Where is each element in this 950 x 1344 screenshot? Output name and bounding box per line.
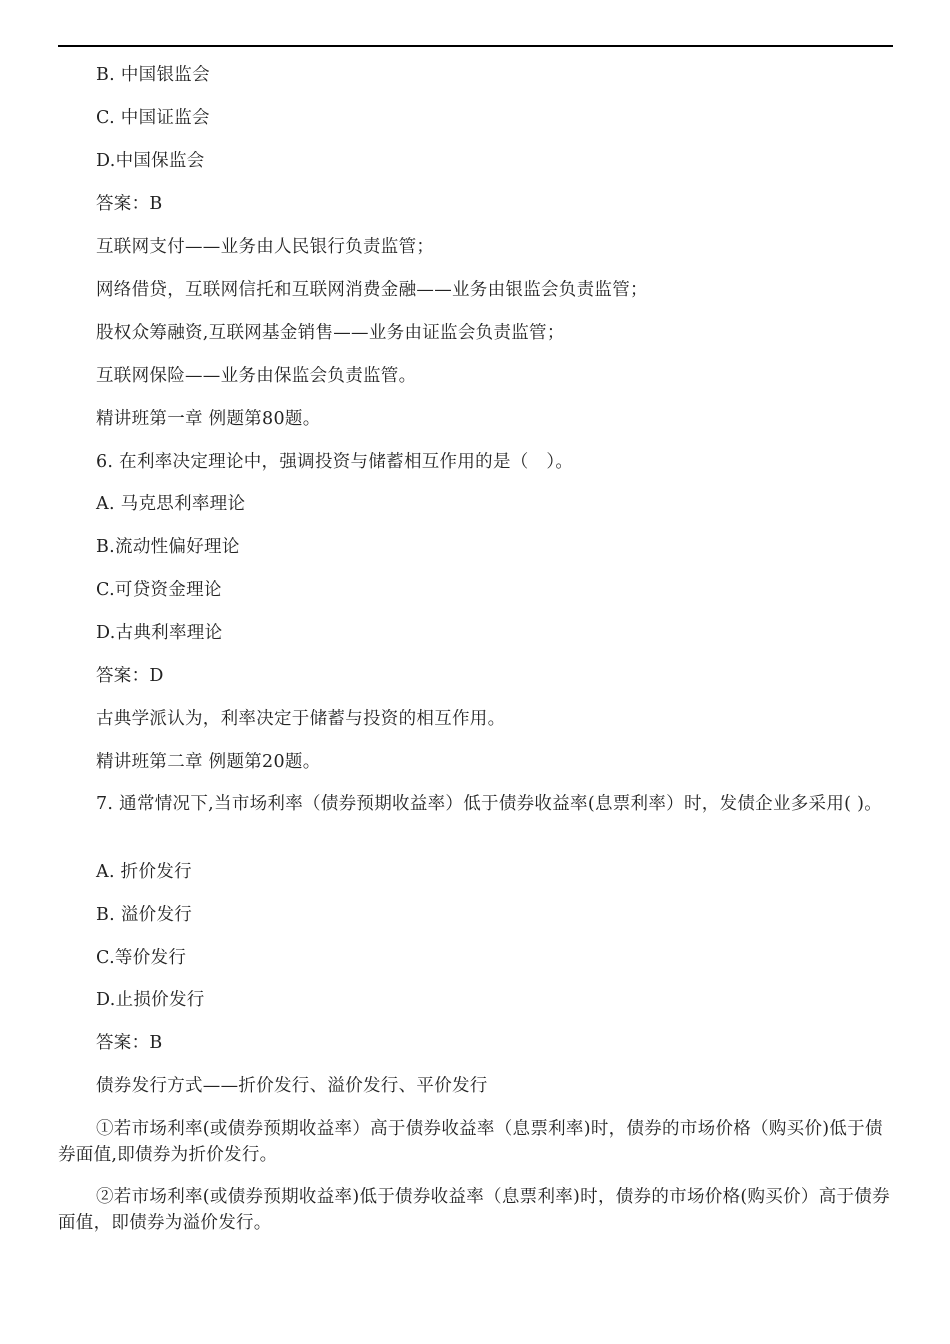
option-a: A. 折价发行 [96,862,192,882]
option-c: C. 中国证监会 [96,108,210,128]
question-6: 6. 在利率决定理论中，强调投资与储蓄相互作用的是（ ）。 [96,452,574,472]
option-d: D.止损价发行 [96,990,205,1010]
option-c: C.可贷资金理论 [96,580,222,600]
explanation-line: 股权众筹融资,互联网基金销售——业务由证监会负责监管； [96,323,565,343]
answer: 答案：B [96,194,163,214]
option-d: D.中国保监会 [96,151,205,171]
question-7: 7. 通常情况下,当市场利率（债券预期收益率）低于债券收益率(息票利率）时，发债企业多采用( )。 [96,794,883,814]
option-c: C.等价发行 [96,948,187,968]
explanation-line: 债券发行方式——折价发行、溢价发行、平价发行 [96,1076,488,1096]
option-b: B.流动性偏好理论 [96,537,240,557]
explanation-line: 古典学派认为，利率决定于储蓄与投资的相互作用。 [96,709,506,729]
explanation-paragraph: ①若市场利率(或债券预期收益率）高于债券收益率（息票利率)时，债券的市场价格（购买价)低于债券面值,即债券为折价发行。 [58,1119,883,1165]
option-d: D.古典利率理论 [96,623,223,643]
explanation-line: 网络借贷，互联网信托和互联网消费金融——业务由银监会负责监管； [96,280,648,300]
explanation-line: 互联网支付——业务由人民银行负责监管； [96,237,435,257]
option-a: A. 马克思利率理论 [96,494,246,514]
option-b: B. 中国银监会 [96,65,210,85]
explanation-paragraph: ②若市场利率(或债券预期收益率)低于债券收益率（息票利率)时，债券的市场价格(购买价）高于债券面值，即债券为溢价发行。 [58,1187,890,1233]
reference-note: 精讲班第二章 例题第20题。 [96,752,321,772]
option-b: B. 溢价发行 [96,905,193,925]
answer: 答案：B [96,1033,163,1053]
reference-note: 精讲班第一章 例题第80题。 [96,409,321,429]
header-rule [58,45,893,47]
answer: 答案：D [96,666,164,686]
explanation-line: 互联网保险——业务由保监会负责监管。 [96,366,417,386]
